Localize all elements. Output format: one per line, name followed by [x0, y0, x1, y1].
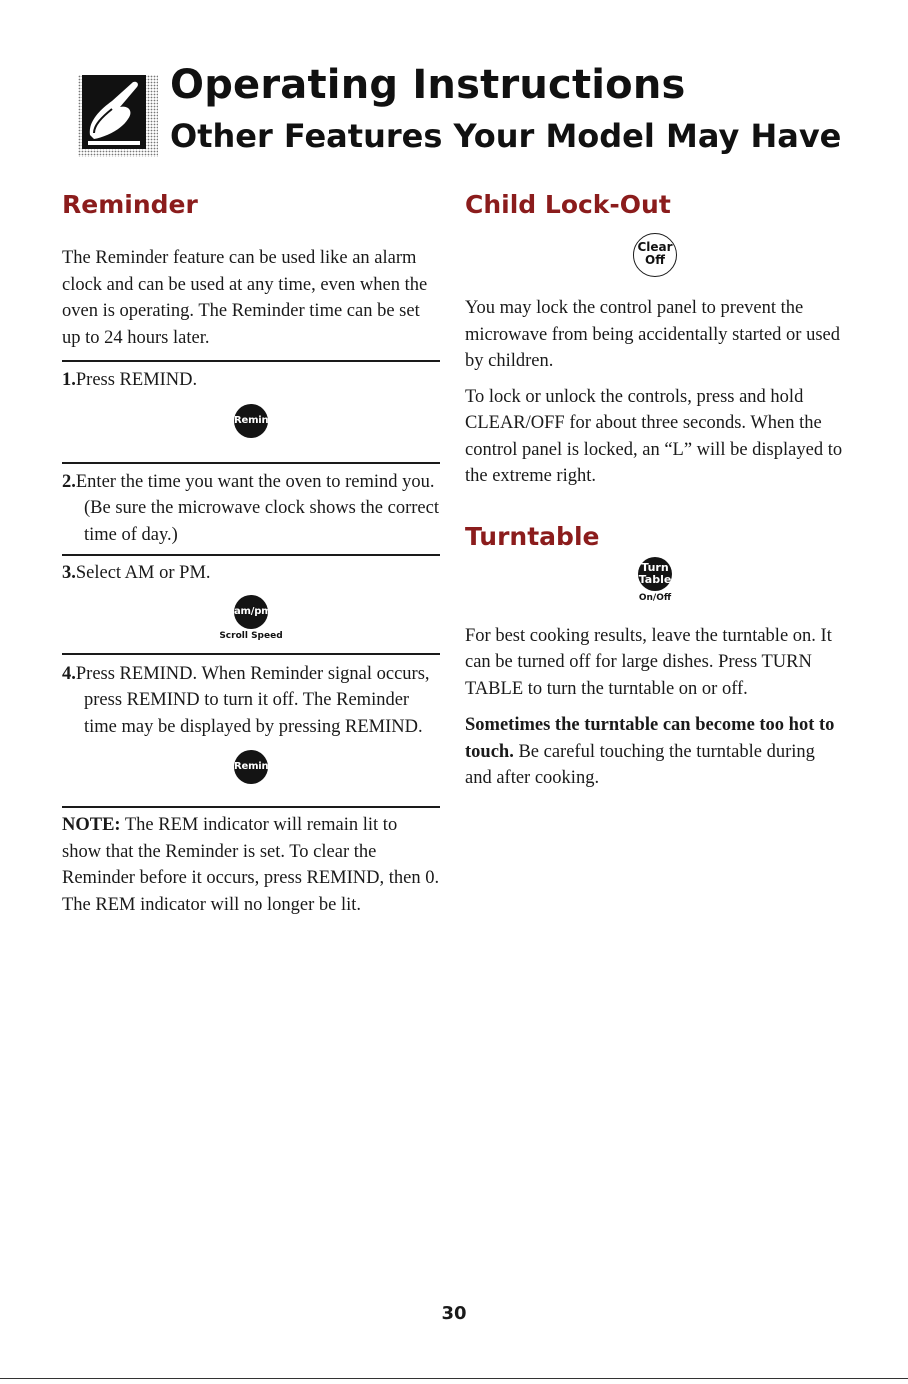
turntable-key-line2: Table	[638, 572, 672, 586]
clear-off-key-icon	[633, 233, 677, 277]
step-4-text: Press REMIND. When Reminder signal occurs, press REMIND to turn it off. The Reminder time may be displayed by pressing REMIND.	[75, 663, 430, 737]
step-4-number: 4.	[62, 663, 76, 684]
reminder-section	[62, 190, 440, 918]
remind-key-icon: Remind	[234, 404, 268, 438]
step-2-text: Enter the time you want the oven to remind you. (Be sure the microwave clock shows the correct time of day.)	[75, 471, 439, 545]
step-3-text: Select AM or PM.	[75, 563, 211, 583]
reminder-heading: Reminder	[62, 190, 198, 219]
oven-hand-icon	[78, 75, 158, 157]
child-lock-heading: Child Lock-Out	[465, 190, 671, 219]
ampm-key-caption: Scroll Speed	[219, 630, 283, 641]
child-lock-para-1: You may lock the control panel to prevent the microwave from being accidentally started or used by children.	[465, 298, 840, 371]
step-4	[62, 661, 440, 741]
remind-button-illustration	[62, 750, 440, 784]
step-1-number: 1.	[62, 370, 76, 390]
remind-button-illustration	[62, 404, 440, 438]
note-text: The REM indicator will remain lit to show that the Reminder is set. To clear the Reminder before it occurs, press REMIND, then 0. The REM indicator will no longer be lit.	[62, 815, 440, 915]
divider	[62, 360, 440, 362]
page-number: 30	[441, 1303, 467, 1324]
remind-key-icon: Remind	[234, 750, 268, 784]
ampm-button-illustration	[62, 595, 440, 641]
step-1-text: Press REMIND.	[75, 370, 198, 390]
turntable-key-caption: On/Off	[638, 592, 672, 603]
divider	[62, 462, 440, 464]
right-column	[465, 190, 845, 792]
note-label: NOTE:	[62, 815, 121, 835]
turntable-para-1: For best cooking results, leave the turntable on. It can be turned off for large dishes. Press TURN TABLE to turn the turntable on or off.	[465, 625, 832, 699]
reminder-note	[62, 812, 440, 918]
step-2-number: 2.	[62, 471, 76, 492]
clear-off-button-illustration	[465, 233, 845, 277]
turntable-warning-bold: Sometimes the turntable can become too hot to touch.	[465, 715, 835, 762]
reminder-intro: The Reminder feature can be used like an alarm clock and can be used at any time, even when the oven is operating. The Reminder time can be set up to 24 hours later.	[62, 248, 428, 348]
clear-off-key-line2: Off	[645, 253, 665, 267]
turntable-heading: Turntable	[465, 521, 600, 551]
turntable-key-line1: Turn	[641, 560, 669, 574]
turntable-warning-text: Be careful touching the turntable during and after cooking.	[465, 741, 815, 788]
page-subtitle: Other Features Your Model May Have	[170, 117, 842, 155]
step-2	[62, 469, 440, 549]
step-1	[62, 367, 440, 394]
turntable-warning	[465, 712, 845, 792]
divider	[62, 653, 440, 655]
turntable-button-illustration	[465, 557, 845, 603]
turntable-key-icon	[638, 557, 672, 591]
child-lock-para-2: To lock or unlock the controls, press and hold CLEAR/OFF for about three seconds. When the control panel is locked, an “L” will be displayed to the extreme right.	[465, 386, 843, 486]
page-bottom-edge	[0, 1378, 908, 1379]
divider	[62, 554, 440, 556]
divider	[62, 806, 440, 808]
clear-off-key-line1: Clear	[637, 240, 673, 254]
ampm-key-icon: am/pm	[234, 595, 268, 629]
step-3	[62, 560, 440, 587]
step-3-number: 3.	[62, 563, 76, 583]
page-title: Operating Instructions	[170, 62, 686, 108]
